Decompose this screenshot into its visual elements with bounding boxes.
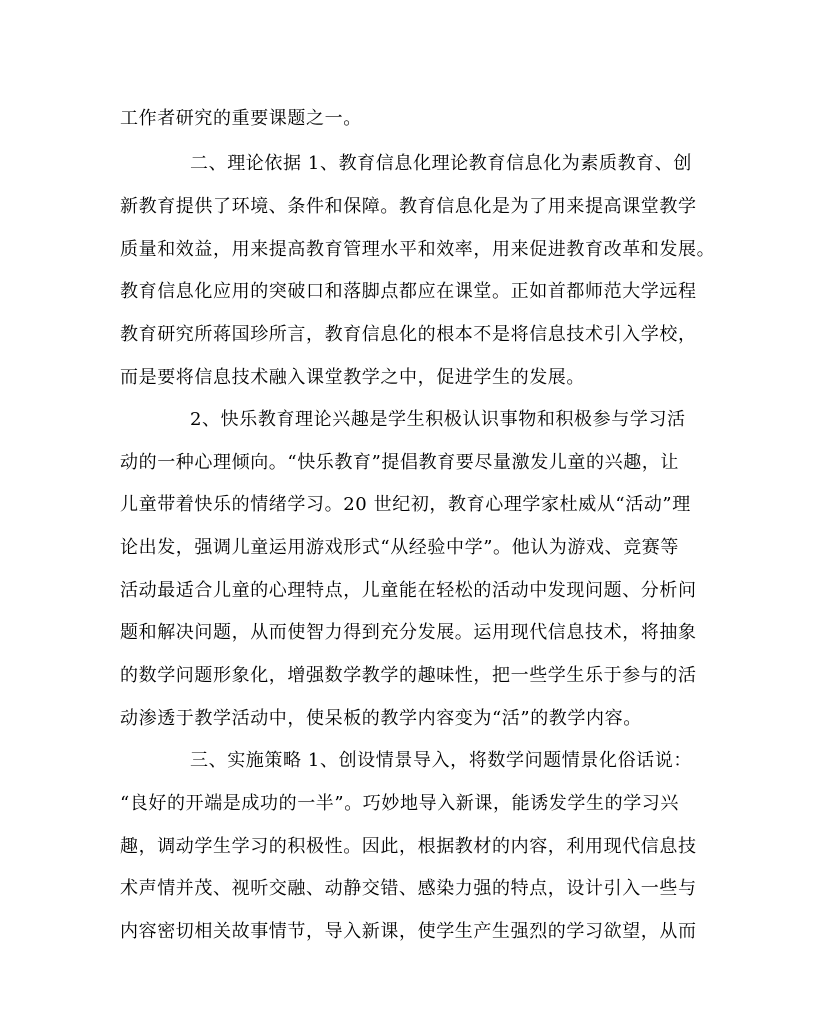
text-line: 质量和效益，用来提高教育管理水平和效率，用来促进教育改革和发展。 <box>120 239 716 260</box>
text-line: 的数学问题形象化，增强数学教学的趣味性，把一些学生乐于参与的活 <box>120 665 697 686</box>
text-line: 论出发，强调儿童运用游戏形式“从经验中学”。他认为游戏、竞赛等 <box>120 537 680 558</box>
text-line: 2、快乐教育理论兴趣是学生积极认识事物和积极参与学习活 <box>190 409 686 430</box>
text-line: 趣，调动学生学习的积极性。因此，根据教材的内容，利用现代信息技 <box>120 836 697 857</box>
text-line: “良好的开端是成功的一半”。巧妙地导入新课，能诱发学生的学习兴 <box>120 793 680 814</box>
text-line: 教育研究所蒋国珍所言，教育信息化的根本不是将信息技术引入学校， <box>120 324 697 345</box>
text-line: 动的一种心理倾向。“快乐教育”提倡教育要尽量激发儿童的兴趣，让 <box>120 452 680 473</box>
text-line: 活动最适合儿童的心理特点，儿童能在轻松的活动中发现问题、分析问 <box>120 580 697 601</box>
text-line: 教育信息化应用的突破口和落脚点都应在课堂。正如首都师范大学远程 <box>120 281 697 302</box>
text-line: 三、实施策略 1、创设情景导入，将数学问题情景化俗话说： <box>190 750 692 771</box>
text-line: 而是要将信息技术融入课堂教学之中，促进学生的发展。 <box>120 367 585 388</box>
text-line: 二、理论依据 1、教育信息化理论教育信息化为素质教育、创 <box>190 153 692 174</box>
text-line: 工作者研究的重要课题之一。 <box>120 108 362 129</box>
text-line: 术声情并茂、视听交融、动静交错、感染力强的特点，设计引入一些与 <box>120 878 697 899</box>
text-line: 儿童带着快乐的情绪学习。20 世纪初，教育心理学家杜威从“活动”理 <box>120 494 691 515</box>
text-line: 动渗透于教学活动中，使呆板的教学内容变为“活”的教学内容。 <box>120 708 642 729</box>
text-line: 内容密切相关故事情节，导入新课，使学生产生强烈的学习欲望，从而 <box>120 921 697 942</box>
text-line: 新教育提供了环境、条件和保障。教育信息化是为了用来提高课堂教学 <box>120 196 697 217</box>
text-line: 题和解决问题，从而使智力得到充分发展。运用现代信息技术，将抽象 <box>120 622 697 643</box>
